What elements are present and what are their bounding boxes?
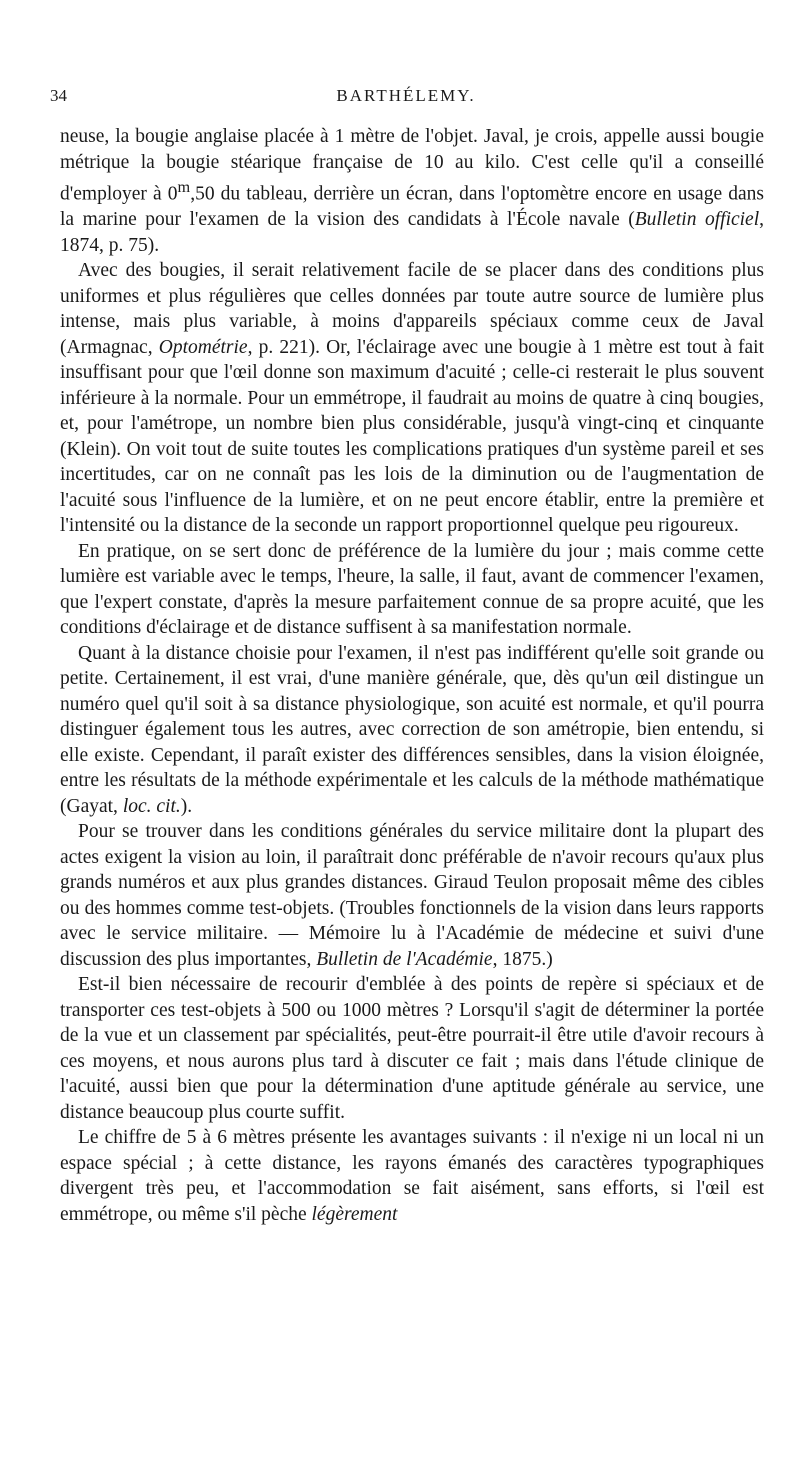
- text-run: ).: [180, 795, 193, 817]
- italic-run: légèrement: [311, 1203, 398, 1225]
- italic-run: Bulletin de l'Académie: [316, 948, 493, 970]
- text-run: Quant à la distance choisie pour l'examen, il n'est pas indifférent qu'elle soit grande ou petite. Certainement, il est vrai, d'une manière générale, que, dès qu'un œil distingue un numéro quel qu'il soit à sa distance physiologique, son acuité est normale, et qu'il pourra distinguer également tous les autres, avec correction de son amétropie, bien entendu, si elle existe. Cependant, il paraît exister des différences sensibles, dans la vision éloignée, entre les résultats de la méthode expérimentale et les calculs de la méthode mathématique (Gayat,: [60, 642, 764, 817]
- text-run: , p. 221). Or, l'éclairage avec une bougie à 1 mètre est tout à fait insuffisant pour que l'œil donne son maximum d'acuité ; celle-ci resterait le plus souvent inférieure à la normale. Pour un emmétrope, il faudrait au moins de quatre à cinq bougies, et, pour l'amétrope, un nombre bien plus considérable, jusqu'à vingt-cinq et cinquante (Klein). On voit tout de suite toutes les complications pratiques d'un système pareil et ses incertitudes, car on ne connaît pas les lois de la diminution ou de l'augmentation de l'acuité sous l'influence de la lumière, et on ne peut encore établir, entre la première et l'intensité ou la distance de la seconde un rapport proportionnel quelque peu rigoureux.: [60, 336, 765, 536]
- paragraph: [60, 819, 764, 972]
- page-header: [50, 86, 762, 116]
- body-text: [60, 124, 764, 1227]
- text-run: , 1874, p. 75).: [60, 209, 765, 256]
- paragraph: [60, 258, 764, 539]
- text-run: ,50 du tableau, derrière un écran, dans l'optomètre encore en usage dans la marine pour l'examen de la vision des candidats à l'École navale (: [60, 183, 764, 230]
- page-number: 34: [50, 86, 67, 105]
- italic-run: Bulletin officiel: [634, 209, 760, 230]
- text-run: neuse, la bougie anglaise placée à 1 mètre de l'objet. Javal, je crois, appelle aussi bougie métrique la bougie stéarique française de 10 au kilo. C'est celle qu'il a conseillé d'employer à 0: [60, 126, 764, 205]
- paragraph: [60, 124, 764, 258]
- text-run: Pour se trouver dans les conditions générales du service militaire dont la plupart des actes exigent la vision au loin, il paraîtrait donc préférable de n'avoir recours qu'aux plus grands numéros et aux plus grandes distances. Giraud Teulon proposait même des cibles ou des hommes comme test-objets. (Troubles fonctionnels de la vision dans leurs rapports avec le service militaire. — Mémoire lu à l'Académie de médecine et suivi d'une discussion des plus importantes,: [60, 821, 764, 970]
- running-head: BARTHÉLEMY.: [336, 86, 476, 105]
- paragraph: [60, 539, 764, 641]
- paragraph: [60, 1125, 764, 1227]
- paragraph: [60, 641, 764, 820]
- text-run: , 1875.): [492, 948, 553, 970]
- text-run: Le chiffre de 5 à 6 mètres présente les avantages suivants : il n'exige ni un local ni un espace spécial ; à cette distance, les rayons émanés des caractères typographiques divergent très peu, et l'accommodation se fait aisément, sans efforts, si l'œil est emmétrope, ou même s'il pèche: [60, 1127, 764, 1225]
- italic-run: Optométrie: [158, 336, 248, 358]
- text-run: Avec des bougies, il serait relativement facile de se placer dans des conditions plus uniformes et plus régulières que celles données par toute autre source de lumière plus intense, mais plus variable, à moins d'appareils spéciaux comme ceux de Javal (Armagnac,: [60, 260, 764, 358]
- text-run: En pratique, on se sert donc de préférence de la lumière du jour ; mais comme cette lumière est variable avec le temps, l'heure, la salle, il faut, avant de commencer l'examen, que l'expert constate, d'après la mesure parfaitement connue de sa propre acuité, que les conditions d'éclairage et de distance suffisent à sa manifestation normale.: [60, 540, 764, 638]
- italic-run: loc. cit.: [122, 795, 181, 817]
- paragraph: [60, 972, 764, 1125]
- text-run: Est-il bien nécessaire de recourir d'emblée à des points de repère si spéciaux et de transporter ces test-objets à 500 ou 1000 mètres ? Lorsqu'il s'agit de déterminer la portée de la vue et un classement par spécialités, peut-être pourrait-il être utile d'avoir recours à ces moyens, et nous aurons plus tard à discuter ce fait ; mais dans l'étude clinique de l'acuité, aussi bien que pour la détermination d'une aptitude générale au service, une distance beaucoup plus courte suffit.: [60, 974, 764, 1123]
- superscript-run: m: [177, 178, 191, 196]
